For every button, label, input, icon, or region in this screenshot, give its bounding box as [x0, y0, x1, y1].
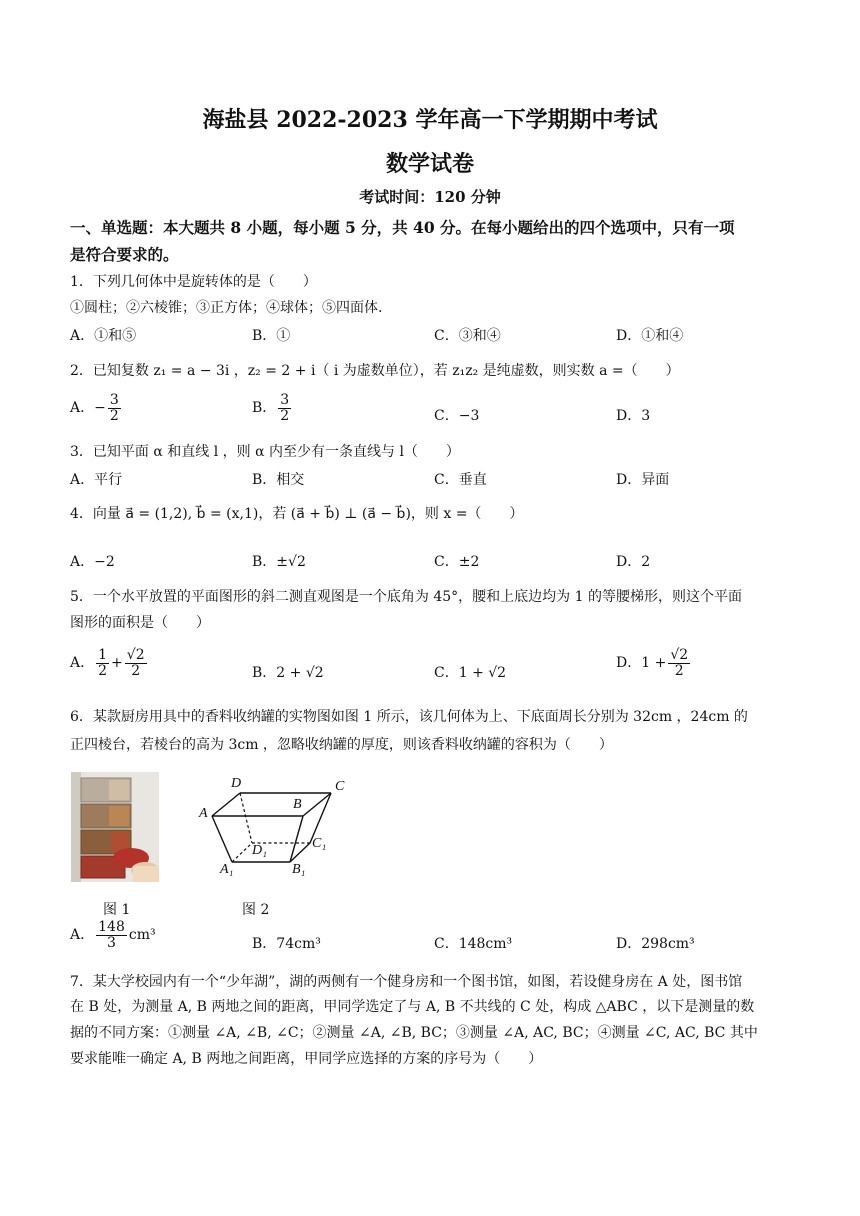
q1-option-a: A．①和⑤	[70, 328, 137, 344]
exam-time: 考试时间：120 分钟	[359, 188, 501, 206]
figure1-label: 图 1	[103, 902, 131, 918]
q5-option-a	[70, 648, 149, 678]
q2-option-b-numerator: 3	[280, 392, 290, 408]
q2-option-c: C．−3	[434, 408, 480, 424]
q2-option-a-fraction	[108, 393, 121, 423]
q7-line4: 要求能唯一确定 A, B 两地之间距离，甲同学应选择的方案的序号为（ ）	[70, 1051, 543, 1067]
q4-option-a: A．−2	[70, 554, 115, 570]
q1-option-c: C．③和④	[434, 328, 501, 344]
page-subtitle: 数学试卷	[385, 151, 474, 177]
q6-option-b: B．74cm³	[252, 936, 321, 952]
q5-option-d-denominator: 2	[674, 662, 684, 679]
q5-option-c: C．1 + √2	[434, 665, 507, 681]
vertex-label-b: B	[293, 797, 302, 812]
q5-stem-line1: 5．一个水平放置的平面图形的斜二测直观图是一个底角为 45°，腰和上底边均为 1 的等腰梯形，则这个平面	[70, 589, 742, 605]
q5-option-a-label: A．	[70, 655, 95, 672]
figure1-photo	[71, 772, 159, 882]
q5-option-a-fraction1	[96, 648, 109, 678]
vertex-label-d: D	[231, 776, 242, 791]
q1-items: ①圆柱；②六棱锥；③正方体；④球体；⑤四面体.	[70, 300, 383, 316]
vertex-label-a: A	[199, 806, 208, 821]
q5-option-b: B．2 + √2	[252, 665, 324, 681]
figure2-label: 图 2	[242, 902, 270, 918]
vertex-label-d1: D₁	[252, 843, 267, 858]
q6-option-c: C．148cm³	[434, 936, 513, 952]
q5-option-d	[616, 648, 692, 678]
section-heading-line2: 是符合要求的。	[70, 245, 179, 264]
section-heading-line1: 一、单选题：本大题共 8 小题，每小题 5 分，共 40 分。在每小题给出的四个选项中，只有一项	[70, 218, 735, 237]
page-title: 海盐县 2022-2023 学年高一下学期期中考试	[202, 107, 658, 133]
q3-option-d: D．异面	[616, 472, 670, 488]
q2-stem: 2．已知复数 z₁ = a − 3i ，z₂ = 2 + i（ i 为虚数单位），若 z₁z₂ 是纯虚数，则实数 a =（ ）	[70, 363, 680, 379]
q5-stem-line2: 图形的面积是（ ）	[70, 615, 210, 631]
vertex-label-b1: B₁	[292, 862, 306, 877]
q5-option-a-plus: +	[111, 655, 123, 672]
q5-option-a-fraction2	[125, 648, 147, 678]
q1-stem: 1．下列几何体中是旋转体的是（ ）	[70, 274, 317, 290]
q6-option-a-denominator: 3	[107, 934, 116, 951]
q2-option-b	[252, 393, 293, 423]
q3-stem: 3．已知平面 α 和直线 l ，则 α 内至少有一条直线与 l（ ）	[70, 444, 460, 460]
q4-option-c: C．±2	[434, 554, 480, 570]
figure2-frustum	[196, 776, 366, 886]
q1-option-b: B．①	[252, 328, 291, 344]
q5-option-d-numerator: √2	[670, 647, 689, 663]
q6-stem-line2: 正四棱台，若棱台的高为 3cm ，忽略收纳罐的厚度，则该香料收纳罐的容积为（ ）	[70, 737, 613, 753]
q2-option-a	[70, 393, 123, 423]
q2-option-a-label: A．	[70, 400, 95, 417]
q6-option-a	[70, 920, 156, 950]
q6-option-a-label: A．	[70, 927, 95, 944]
q2-option-a-sign: −	[94, 400, 106, 417]
q2-option-b-fraction	[278, 393, 291, 423]
q6-stem-line1: 6．某款厨房用具中的香料收纳罐的实物图如图 1 所示，该几何体为上、下底面周长分别为 32cm ，24cm 的	[70, 709, 748, 725]
q4-stem: 4．向量 a⃗ = (1,2), b⃗ = (x,1)，若 (a⃗ + b⃗) ⊥ (a⃗ − b⃗)，则 x =（ ）	[70, 506, 524, 522]
q2-option-a-denominator: 2	[109, 407, 119, 424]
q5-option-d-label: D．1 +	[616, 655, 667, 672]
q6-option-a-fraction	[96, 920, 127, 950]
q5-option-a-f1-numerator: 1	[98, 647, 108, 663]
q1-option-d: D．①和④	[616, 328, 684, 344]
vertex-label-c1: C₁	[312, 836, 327, 851]
q5-option-d-fraction	[668, 648, 690, 678]
q4-option-d: D．2	[616, 554, 651, 570]
q3-option-a: A．平行	[70, 472, 123, 488]
q7-line2: 在 B 处，为测量 A, B 两地之间的距离，甲同学选定了与 A, B 不共线的 C 处，构成 △ABC ，以下是测量的数	[70, 999, 755, 1015]
q7-line1: 7．某大学校园内有一个“少年湖”，湖的两侧有一个健身房和一个图书馆，如图，若设健身房在 A 处，图书馆	[70, 974, 743, 990]
q2-option-b-denominator: 2	[280, 407, 290, 424]
q6-option-d: D．298cm³	[616, 936, 695, 952]
vertex-label-a1: A₁	[220, 862, 234, 877]
q3-option-c: C．垂直	[434, 472, 487, 488]
q5-option-a-f2-numerator: √2	[126, 647, 145, 663]
vertex-label-c: C	[335, 779, 345, 794]
q4-option-b: B．±√2	[252, 554, 306, 570]
q5-option-a-f2-denominator: 2	[131, 662, 141, 679]
storage-jars-image	[71, 772, 159, 882]
q5-option-a-f1-denominator: 2	[98, 662, 108, 679]
q6-option-a-unit: cm³	[128, 927, 156, 944]
q2-option-d: D．3	[616, 408, 651, 424]
q3-option-b: B．相交	[252, 472, 305, 488]
q7-line3: 据的不同方案：①测量 ∠A, ∠B, ∠C；②测量 ∠A, ∠B, BC；③测量 ∠A, AC, BC；④测量 ∠C, AC, BC 其中	[70, 1025, 758, 1041]
q2-option-a-numerator: 3	[109, 392, 119, 408]
q2-option-b-label: B．	[252, 400, 277, 417]
q6-option-a-numerator: 148	[98, 919, 125, 935]
